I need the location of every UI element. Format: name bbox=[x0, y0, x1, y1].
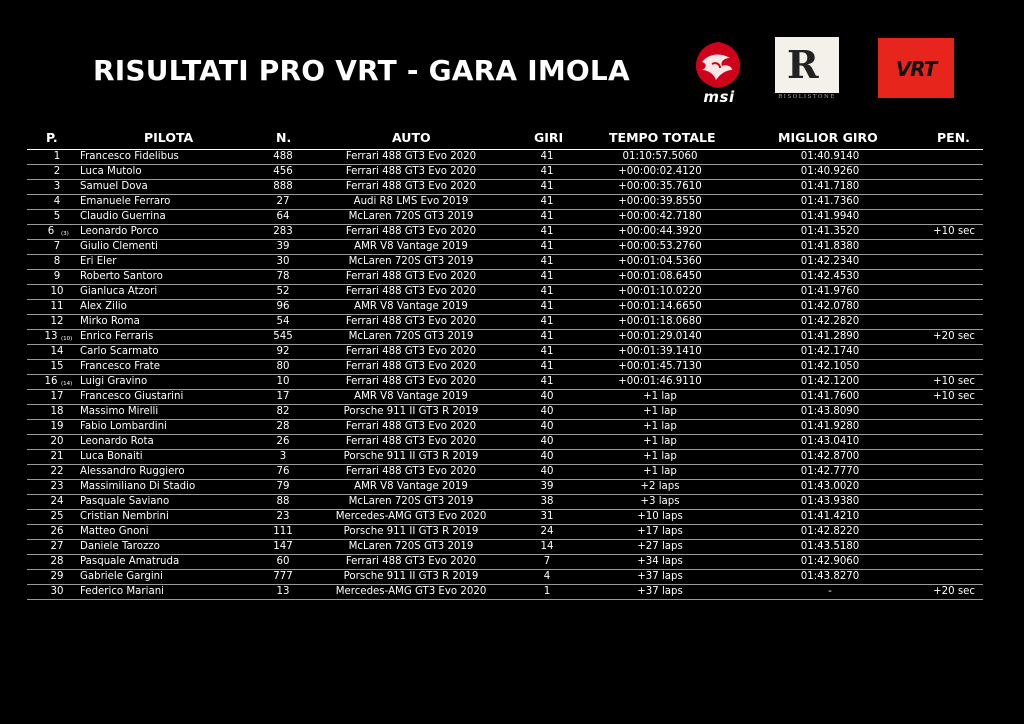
cell-best: 01:41.3520 bbox=[800, 226, 860, 237]
cell-pilot: Enrico Ferraris bbox=[80, 331, 154, 342]
cell-pos: 12 bbox=[50, 316, 64, 327]
cell-car: Porsche 911 II GT3 R 2019 bbox=[343, 571, 479, 582]
cell-pilot: Francesco Frate bbox=[80, 361, 161, 372]
cell-pilot: Federico Mariani bbox=[80, 586, 164, 597]
cell-total: +00:01:10.0220 bbox=[618, 286, 702, 297]
cell-total: +10 laps bbox=[637, 511, 683, 522]
cell-total: +00:01:18.0680 bbox=[618, 316, 702, 327]
cell-pos: 24 bbox=[50, 496, 64, 507]
cell-pilot: Leonardo Porco bbox=[80, 226, 159, 237]
results-table bbox=[27, 128, 983, 600]
cell-num: 60 bbox=[276, 556, 290, 567]
cell-best: 01:43.8090 bbox=[800, 406, 860, 417]
table-row bbox=[27, 450, 983, 465]
cell-laps: 41 bbox=[540, 376, 554, 387]
cell-car: McLaren 720S GT3 2019 bbox=[348, 211, 474, 222]
cell-best: 01:42.1200 bbox=[800, 376, 860, 387]
cell-pilot: Eri Eler bbox=[80, 256, 117, 267]
cell-laps: 41 bbox=[540, 271, 554, 282]
header-car: AUTO bbox=[392, 130, 431, 145]
cell-pilot: Alessandro Ruggiero bbox=[80, 466, 185, 477]
cell-laps: 41 bbox=[540, 331, 554, 342]
cell-best: 01:41.9760 bbox=[800, 286, 860, 297]
cell-total: +00:01:46.9110 bbox=[618, 376, 702, 387]
cell-best: 01:40.9140 bbox=[800, 151, 860, 162]
cell-num: 54 bbox=[276, 316, 290, 327]
cell-pos: 18 bbox=[50, 406, 64, 417]
cell-total: +34 laps bbox=[637, 556, 683, 567]
table-row bbox=[27, 225, 983, 240]
cell-num: 88 bbox=[276, 496, 290, 507]
cell-laps: 40 bbox=[540, 451, 554, 462]
cell-car: Mercedes-AMG GT3 Evo 2020 bbox=[335, 511, 487, 522]
cell-pen: +20 sec bbox=[933, 331, 975, 342]
cell-total: +27 laps bbox=[637, 541, 683, 552]
cell-laps: 41 bbox=[540, 196, 554, 207]
header-best: MIGLIOR GIRO bbox=[778, 130, 878, 145]
cell-total: +1 lap bbox=[643, 451, 677, 462]
cell-car: Mercedes-AMG GT3 Evo 2020 bbox=[335, 586, 487, 597]
table-row bbox=[27, 300, 983, 315]
table-row bbox=[27, 270, 983, 285]
cell-pilot: Cristian Nembrini bbox=[80, 511, 169, 522]
cell-car: Ferrari 488 GT3 Evo 2020 bbox=[345, 166, 477, 177]
cell-pos: 21 bbox=[50, 451, 64, 462]
cell-laps: 38 bbox=[540, 496, 554, 507]
table-row bbox=[27, 525, 983, 540]
cell-pos: 19 bbox=[50, 421, 64, 432]
table-row bbox=[27, 480, 983, 495]
cell-best: 01:40.9260 bbox=[800, 166, 860, 177]
cell-car: Ferrari 488 GT3 Evo 2020 bbox=[345, 271, 477, 282]
table-row bbox=[27, 330, 983, 345]
msi-logo bbox=[690, 40, 746, 104]
cell-laps: 41 bbox=[540, 301, 554, 312]
cell-pos: 28 bbox=[50, 556, 64, 567]
cell-laps: 41 bbox=[540, 346, 554, 357]
cell-total: +17 laps bbox=[637, 526, 683, 537]
table-row bbox=[27, 570, 983, 585]
cell-laps: 1 bbox=[543, 586, 551, 597]
cell-best: 01:42.8220 bbox=[800, 526, 860, 537]
cell-car: Ferrari 488 GT3 Evo 2020 bbox=[345, 361, 477, 372]
cell-laps: 40 bbox=[540, 391, 554, 402]
table-row bbox=[27, 285, 983, 300]
table-row bbox=[27, 390, 983, 405]
cell-total: +2 laps bbox=[640, 481, 680, 492]
cell-total: +00:00:35.7610 bbox=[618, 181, 702, 192]
cell-total: +37 laps bbox=[637, 571, 683, 582]
cell-car: AMR V8 Vantage 2019 bbox=[354, 391, 468, 402]
cell-laps: 41 bbox=[540, 181, 554, 192]
cell-pos: 15 bbox=[50, 361, 64, 372]
cell-num: 488 bbox=[273, 151, 293, 162]
cell-pos: 8 bbox=[53, 256, 61, 267]
cell-car: Porsche 911 II GT3 R 2019 bbox=[343, 406, 479, 417]
cell-total: +1 lap bbox=[643, 391, 677, 402]
cell-num: 111 bbox=[273, 526, 293, 537]
risolistone-letter: R bbox=[787, 42, 819, 87]
header-pos: P. bbox=[46, 130, 58, 145]
table-row bbox=[27, 555, 983, 570]
table-row bbox=[27, 540, 983, 555]
cell-pilot: Luca Bonaiti bbox=[80, 451, 143, 462]
table-row bbox=[27, 345, 983, 360]
cell-total: +00:01:29.0140 bbox=[618, 331, 702, 342]
cell-num: 79 bbox=[276, 481, 290, 492]
table-row bbox=[27, 585, 983, 600]
cell-best: 01:42.0780 bbox=[800, 301, 860, 312]
cell-car: Ferrari 488 GT3 Evo 2020 bbox=[345, 181, 477, 192]
cell-pilot: Pasquale Amatruda bbox=[80, 556, 180, 567]
cell-car: McLaren 720S GT3 2019 bbox=[348, 331, 474, 342]
header-pen: PEN. bbox=[937, 130, 970, 145]
table-row bbox=[27, 315, 983, 330]
cell-pilot: Samuel Dova bbox=[80, 181, 148, 192]
cell-laps: 41 bbox=[540, 241, 554, 252]
cell-num: 27 bbox=[276, 196, 290, 207]
table-row bbox=[27, 465, 983, 480]
cell-pos: 20 bbox=[50, 436, 64, 447]
cell-pos: 16 bbox=[44, 376, 58, 387]
cell-pen: +20 sec bbox=[933, 586, 975, 597]
cell-num: 23 bbox=[276, 511, 290, 522]
table-row bbox=[27, 210, 983, 225]
cell-total: +3 laps bbox=[640, 496, 680, 507]
vrt-wordmark: VRT bbox=[895, 57, 937, 81]
cell-car: Porsche 911 II GT3 R 2019 bbox=[343, 526, 479, 537]
cell-num: 3 bbox=[279, 451, 287, 462]
cell-laps: 41 bbox=[540, 256, 554, 267]
cell-laps: 41 bbox=[540, 286, 554, 297]
header-total: TEMPO TOTALE bbox=[609, 130, 716, 145]
cell-total: +00:01:14.6650 bbox=[618, 301, 702, 312]
cell-best: 01:42.1740 bbox=[800, 346, 860, 357]
cell-car: Ferrari 488 GT3 Evo 2020 bbox=[345, 226, 477, 237]
cell-car: AMR V8 Vantage 2019 bbox=[354, 481, 468, 492]
cell-car: Ferrari 488 GT3 Evo 2020 bbox=[345, 436, 477, 447]
cell-total: +00:00:42.7180 bbox=[618, 211, 702, 222]
cell-pos: 13 bbox=[44, 331, 58, 342]
cell-num: 545 bbox=[273, 331, 293, 342]
cell-num: 76 bbox=[276, 466, 290, 477]
table-row bbox=[27, 420, 983, 435]
cell-best: 01:41.9280 bbox=[800, 421, 860, 432]
cell-laps: 7 bbox=[543, 556, 551, 567]
cell-car: Ferrari 488 GT3 Evo 2020 bbox=[345, 466, 477, 477]
cell-car: McLaren 720S GT3 2019 bbox=[348, 541, 474, 552]
cell-pilot: Matteo Gnoni bbox=[80, 526, 149, 537]
cell-pos: 1 bbox=[53, 151, 61, 162]
cell-pilot: Leonardo Rota bbox=[80, 436, 154, 447]
risolistone-name: RISOLISTONE bbox=[778, 94, 836, 100]
cell-total: +00:00:39.8550 bbox=[618, 196, 702, 207]
cell-num: 39 bbox=[276, 241, 290, 252]
cell-pilot: Massimiliano Di Stadio bbox=[80, 481, 196, 492]
cell-pos: 11 bbox=[50, 301, 64, 312]
cell-pilot: Luca Mutolo bbox=[80, 166, 142, 177]
cell-pilot: Fabio Lombardini bbox=[80, 421, 167, 432]
cell-best: 01:43.5180 bbox=[800, 541, 860, 552]
cell-pilot: Luigi Gravino bbox=[80, 376, 148, 387]
cell-car: AMR V8 Vantage 2019 bbox=[354, 241, 468, 252]
cell-pos-original: (10) bbox=[61, 336, 73, 342]
cell-pos: 2 bbox=[53, 166, 61, 177]
cell-total: +00:01:08.6450 bbox=[618, 271, 702, 282]
cell-num: 456 bbox=[273, 166, 293, 177]
cell-laps: 40 bbox=[540, 406, 554, 417]
cell-num: 82 bbox=[276, 406, 290, 417]
cell-car: McLaren 720S GT3 2019 bbox=[348, 256, 474, 267]
cell-num: 26 bbox=[276, 436, 290, 447]
cell-pilot: Francesco Fidelibus bbox=[80, 151, 179, 162]
cell-num: 10 bbox=[276, 376, 290, 387]
cell-car: Ferrari 488 GT3 Evo 2020 bbox=[345, 151, 477, 162]
cell-pilot: Francesco Giustarini bbox=[80, 391, 184, 402]
cell-pos: 22 bbox=[50, 466, 64, 477]
cell-pilot: Alex Zilio bbox=[80, 301, 127, 312]
cell-pos: 26 bbox=[50, 526, 64, 537]
cell-best: 01:43.0410 bbox=[800, 436, 860, 447]
cell-total: 01:10:57.5060 bbox=[622, 151, 698, 162]
cell-best: 01:41.7180 bbox=[800, 181, 860, 192]
cell-best: 01:43.8270 bbox=[800, 571, 860, 582]
cell-best: 01:42.4530 bbox=[800, 271, 860, 282]
cell-pos: 9 bbox=[53, 271, 61, 282]
cell-total: +1 lap bbox=[643, 436, 677, 447]
cell-total: +00:01:04.5360 bbox=[618, 256, 702, 267]
cell-total: +00:00:44.3920 bbox=[618, 226, 702, 237]
cell-laps: 41 bbox=[540, 166, 554, 177]
table-row bbox=[27, 195, 983, 210]
cell-pos: 30 bbox=[50, 586, 64, 597]
cell-total: +00:01:39.1410 bbox=[618, 346, 702, 357]
vrt-logo bbox=[878, 38, 954, 98]
cell-total: +1 lap bbox=[643, 421, 677, 432]
cell-pilot: Claudio Guerrina bbox=[80, 211, 166, 222]
cell-car: Ferrari 488 GT3 Evo 2020 bbox=[345, 556, 477, 567]
cell-num: 96 bbox=[276, 301, 290, 312]
cell-pilot: Gianluca Atzori bbox=[80, 286, 158, 297]
cell-pos: 7 bbox=[53, 241, 61, 252]
cell-best: 01:41.7360 bbox=[800, 196, 860, 207]
cell-pilot: Gabriele Gargini bbox=[80, 571, 163, 582]
cell-pen: +10 sec bbox=[933, 391, 975, 402]
cell-car: AMR V8 Vantage 2019 bbox=[354, 301, 468, 312]
cell-best: 01:43.9380 bbox=[800, 496, 860, 507]
cell-best: 01:41.7600 bbox=[800, 391, 860, 402]
cell-car: Audi R8 LMS Evo 2019 bbox=[353, 196, 469, 207]
header-pilot: PILOTA bbox=[144, 130, 194, 145]
cell-pos: 25 bbox=[50, 511, 64, 522]
table-row bbox=[27, 360, 983, 375]
cell-laps: 41 bbox=[540, 211, 554, 222]
cell-num: 78 bbox=[276, 271, 290, 282]
table-row bbox=[27, 435, 983, 450]
table-row bbox=[27, 150, 983, 165]
cell-pilot: Carlo Scarmato bbox=[80, 346, 159, 357]
cell-laps: 14 bbox=[540, 541, 554, 552]
cell-car: McLaren 720S GT3 2019 bbox=[348, 496, 474, 507]
table-row bbox=[27, 180, 983, 195]
cell-total: +1 lap bbox=[643, 466, 677, 477]
cell-laps: 41 bbox=[540, 151, 554, 162]
header-laps: GIRI bbox=[534, 130, 564, 145]
cell-best: 01:41.8380 bbox=[800, 241, 860, 252]
cell-laps: 41 bbox=[540, 361, 554, 372]
cell-laps: 41 bbox=[540, 316, 554, 327]
header-num: N. bbox=[276, 130, 292, 145]
cell-num: 888 bbox=[273, 181, 293, 192]
cell-total: +1 lap bbox=[643, 406, 677, 417]
cell-num: 147 bbox=[273, 541, 293, 552]
cell-pos: 10 bbox=[50, 286, 64, 297]
table-row bbox=[27, 510, 983, 525]
cell-laps: 4 bbox=[543, 571, 551, 582]
cell-num: 13 bbox=[276, 586, 290, 597]
cell-pen: +10 sec bbox=[933, 226, 975, 237]
msi-wordmark: msi bbox=[703, 88, 735, 106]
cell-best: 01:42.2820 bbox=[800, 316, 860, 327]
cell-total: +00:00:02.4120 bbox=[618, 166, 702, 177]
cell-best: 01:42.8700 bbox=[800, 451, 860, 462]
table-row bbox=[27, 405, 983, 420]
cell-pos: 17 bbox=[50, 391, 64, 402]
table-row bbox=[27, 165, 983, 180]
cell-num: 92 bbox=[276, 346, 290, 357]
cell-pos: 23 bbox=[50, 481, 64, 492]
cell-best: 01:42.9060 bbox=[800, 556, 860, 567]
cell-total: +00:01:45.7130 bbox=[618, 361, 702, 372]
cell-total: +00:00:53.2760 bbox=[618, 241, 702, 252]
cell-pilot: Mirko Roma bbox=[80, 316, 140, 327]
cell-num: 17 bbox=[276, 391, 290, 402]
table-body bbox=[27, 150, 983, 600]
cell-best: 01:41.9940 bbox=[800, 211, 860, 222]
cell-pilot: Massimo Mirelli bbox=[80, 406, 159, 417]
cell-pilot: Pasquale Saviano bbox=[80, 496, 170, 507]
cell-pos: 27 bbox=[50, 541, 64, 552]
cell-laps: 40 bbox=[540, 436, 554, 447]
cell-laps: 41 bbox=[540, 226, 554, 237]
cell-num: 28 bbox=[276, 421, 290, 432]
cell-laps: 31 bbox=[540, 511, 554, 522]
cell-num: 777 bbox=[273, 571, 293, 582]
cell-pilot: Roberto Santoro bbox=[80, 271, 163, 282]
cell-pos: 14 bbox=[50, 346, 64, 357]
cell-car: Ferrari 488 GT3 Evo 2020 bbox=[345, 346, 477, 357]
page-title: RISULTATI PRO VRT - GARA IMOLA bbox=[93, 54, 630, 87]
cell-laps: 40 bbox=[540, 466, 554, 477]
cell-pilot: Emanuele Ferraro bbox=[80, 196, 171, 207]
cell-pos: 3 bbox=[53, 181, 61, 192]
cell-best: - bbox=[828, 586, 832, 597]
table-row bbox=[27, 240, 983, 255]
cell-laps: 40 bbox=[540, 421, 554, 432]
risolistone-badge bbox=[775, 37, 839, 93]
table-row bbox=[27, 255, 983, 270]
cell-car: Ferrari 488 GT3 Evo 2020 bbox=[345, 316, 477, 327]
cell-best: 01:42.1050 bbox=[800, 361, 860, 372]
cell-laps: 39 bbox=[540, 481, 554, 492]
cell-pilot: Daniele Tarozzo bbox=[80, 541, 160, 552]
cell-pos-original: (14) bbox=[61, 381, 73, 387]
cell-best: 01:42.7770 bbox=[800, 466, 860, 477]
cell-best: 01:41.4210 bbox=[800, 511, 860, 522]
cell-num: 80 bbox=[276, 361, 290, 372]
cell-num: 64 bbox=[276, 211, 290, 222]
cell-best: 01:41.2890 bbox=[800, 331, 860, 342]
cell-pos: 4 bbox=[53, 196, 61, 207]
cell-car: Ferrari 488 GT3 Evo 2020 bbox=[345, 376, 477, 387]
cell-car: Porsche 911 II GT3 R 2019 bbox=[343, 451, 479, 462]
cell-num: 283 bbox=[273, 226, 293, 237]
cell-pilot: Giulio Clementi bbox=[80, 241, 158, 252]
cell-best: 01:42.2340 bbox=[800, 256, 860, 267]
risolistone-logo bbox=[775, 37, 839, 101]
table-row bbox=[27, 495, 983, 510]
cell-pos: 5 bbox=[53, 211, 61, 222]
table-row bbox=[27, 375, 983, 390]
cell-laps: 24 bbox=[540, 526, 554, 537]
cell-pos-original: (3) bbox=[61, 231, 69, 237]
cell-pos: 6 bbox=[47, 226, 55, 237]
cell-total: +37 laps bbox=[637, 586, 683, 597]
cell-num: 30 bbox=[276, 256, 290, 267]
cell-num: 52 bbox=[276, 286, 290, 297]
table-header bbox=[27, 128, 983, 150]
cell-best: 01:43.0020 bbox=[800, 481, 860, 492]
cell-pos: 29 bbox=[50, 571, 64, 582]
cell-car: Ferrari 488 GT3 Evo 2020 bbox=[345, 421, 477, 432]
cell-car: Ferrari 488 GT3 Evo 2020 bbox=[345, 286, 477, 297]
cell-pen: +10 sec bbox=[933, 376, 975, 387]
